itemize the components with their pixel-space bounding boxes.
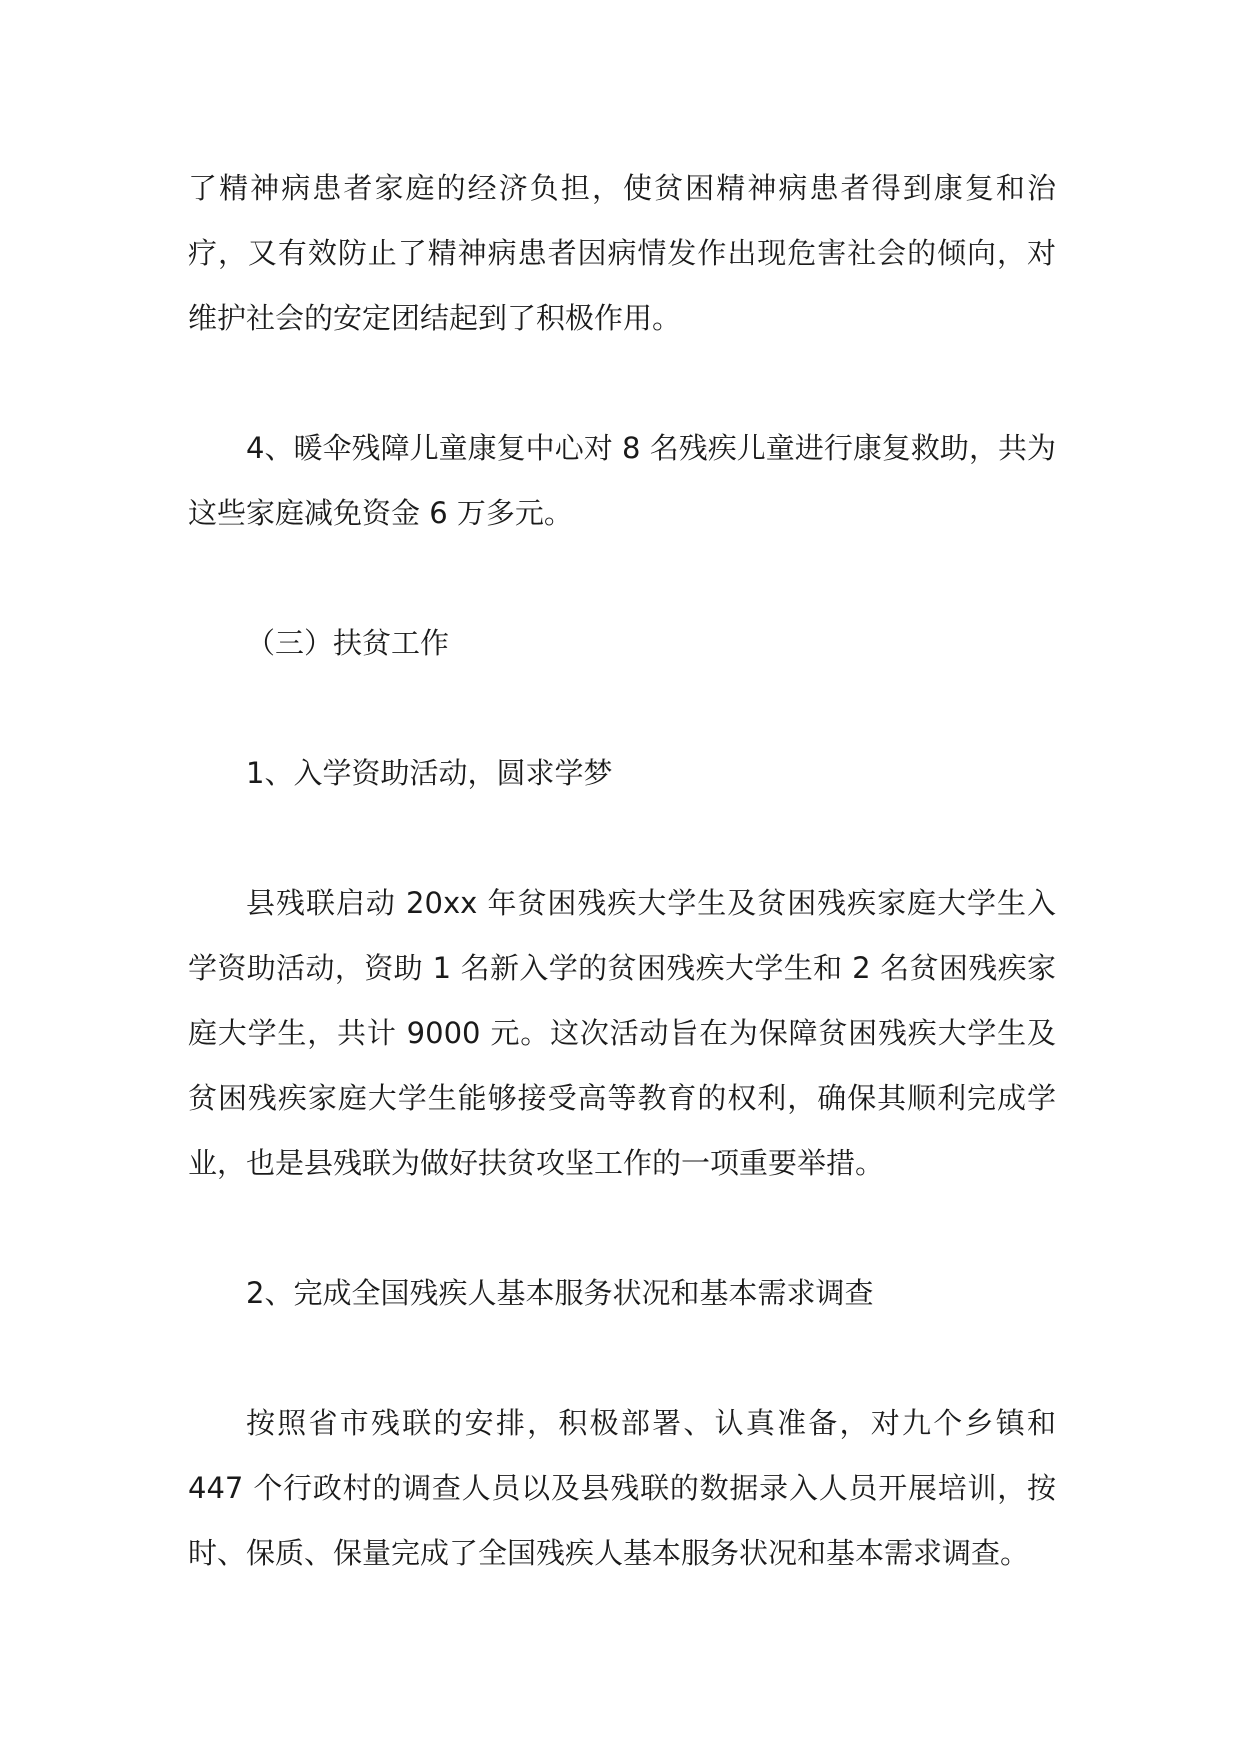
section-heading-poverty-work: （三）扶贫工作 xyxy=(246,626,450,660)
paragraph-survey: 按照省市残联的安排，积极部署、认真准备，对九个乡镇和 447 个行政村的调查人员以及县残联的数据录入人员开展培训，按时、保质、保量完成了全国残疾人基本服务状况和基本需求调查。 xyxy=(188,1406,1056,1570)
paragraph-enrollment-aid: 县残联启动 20xx 年贫困残疾大学生及贫困残疾家庭大学生入学资助活动，资助 1 名新入学的贫困残疾大学生和 2 名贫困残疾家庭大学生，共计 9000 元。这次活动旨在为保障贫困残疾大学生及贫困残疾家庭大学生能够接受高等教育的权利，确保其顺利完成学业，也是县残联为做好扶贫攻坚工作的一项重要举措。 xyxy=(188,886,1056,1180)
subheading-enrollment-aid: 1、入学资助活动，圆求学梦 xyxy=(246,756,613,790)
document-body xyxy=(188,156,1056,1651)
subheading-survey: 2、完成全国残疾人基本服务状况和基本需求调查 xyxy=(246,1276,874,1310)
paragraph-item-4: 4、暖伞残障儿童康复中心对 8 名残疾儿童进行康复救助，共为这些家庭减免资金 6 万多元。 xyxy=(188,431,1056,530)
paragraph-continuation: 了精神病患者家庭的经济负担，使贫困精神病患者得到康复和治疗，又有效防止了精神病患者因病情发作出现危害社会的倾向，对维护社会的安定团结起到了积极作用。 xyxy=(188,171,1056,335)
